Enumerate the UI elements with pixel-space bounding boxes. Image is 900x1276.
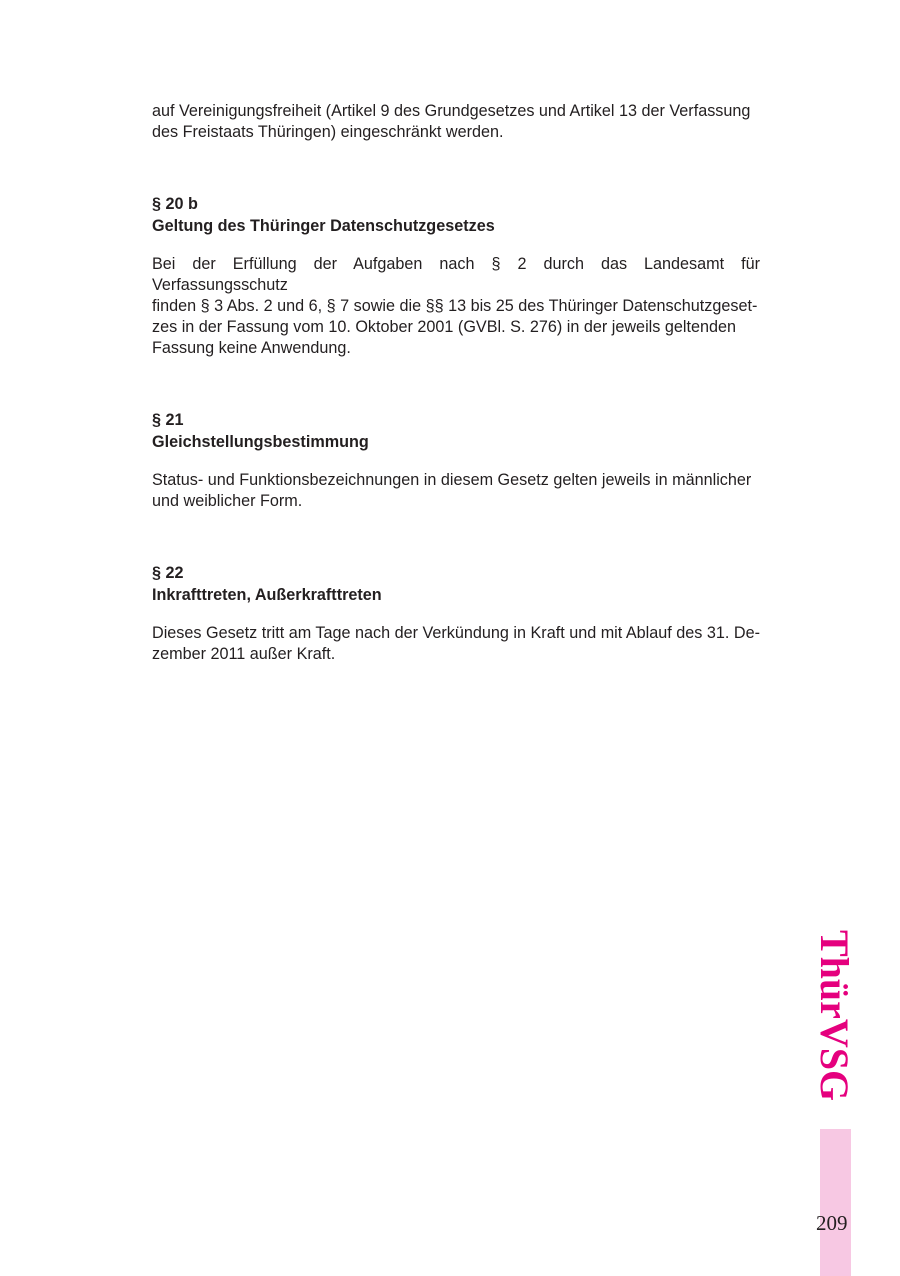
section-22 [152,562,760,665]
section-text: Dieses Gesetz tritt am Tage nach der Verkündung in Kraft und mit Ablauf des 31. De- zember 2011 außer Kraft. [152,624,760,663]
intro-paragraph: auf Vereinigungsfreiheit (Artikel 9 des Grundgesetzes und Artikel 13 der Verfassung des Freistaats Thüringen) eingeschränkt werden. [152,102,751,141]
section-text: Status- und Funktionsbezeichnungen in diesem Gesetz gelten jeweils in männlicher und weiblicher Form. [152,471,752,510]
side-tab [812,930,857,1102]
section-number: § 20 b [152,195,198,213]
section-title: Geltung des Thüringer Datenschutzgesetzes [152,217,495,235]
section-20b [152,193,760,359]
page-number: 209 [816,1211,848,1235]
section-title: Gleichstellungsbestimmung [152,433,369,451]
page-content [152,101,760,665]
section-number: § 22 [152,564,184,582]
section-title: Inkrafttreten, Außerkrafttreten [152,586,382,604]
side-tab-label: ThürVSG [812,930,857,1102]
page-margin-bar [820,1129,851,1276]
section-21 [152,409,760,512]
section-text: Bei der Erfüllung der Aufgaben nach § 2 durch das Landesamt für Verfassungsschutz finden § 3 Abs. 2 und 6, § 7 sowie die §§ 13 bis 25 des Thüringer Datenschutzgeset- zes in der Fassung vom 10. Oktober 2001 (GVBl. S. 276) in der jeweils geltenden Fassung keine Anwendung. [152,255,760,357]
section-number: § 21 [152,411,184,429]
